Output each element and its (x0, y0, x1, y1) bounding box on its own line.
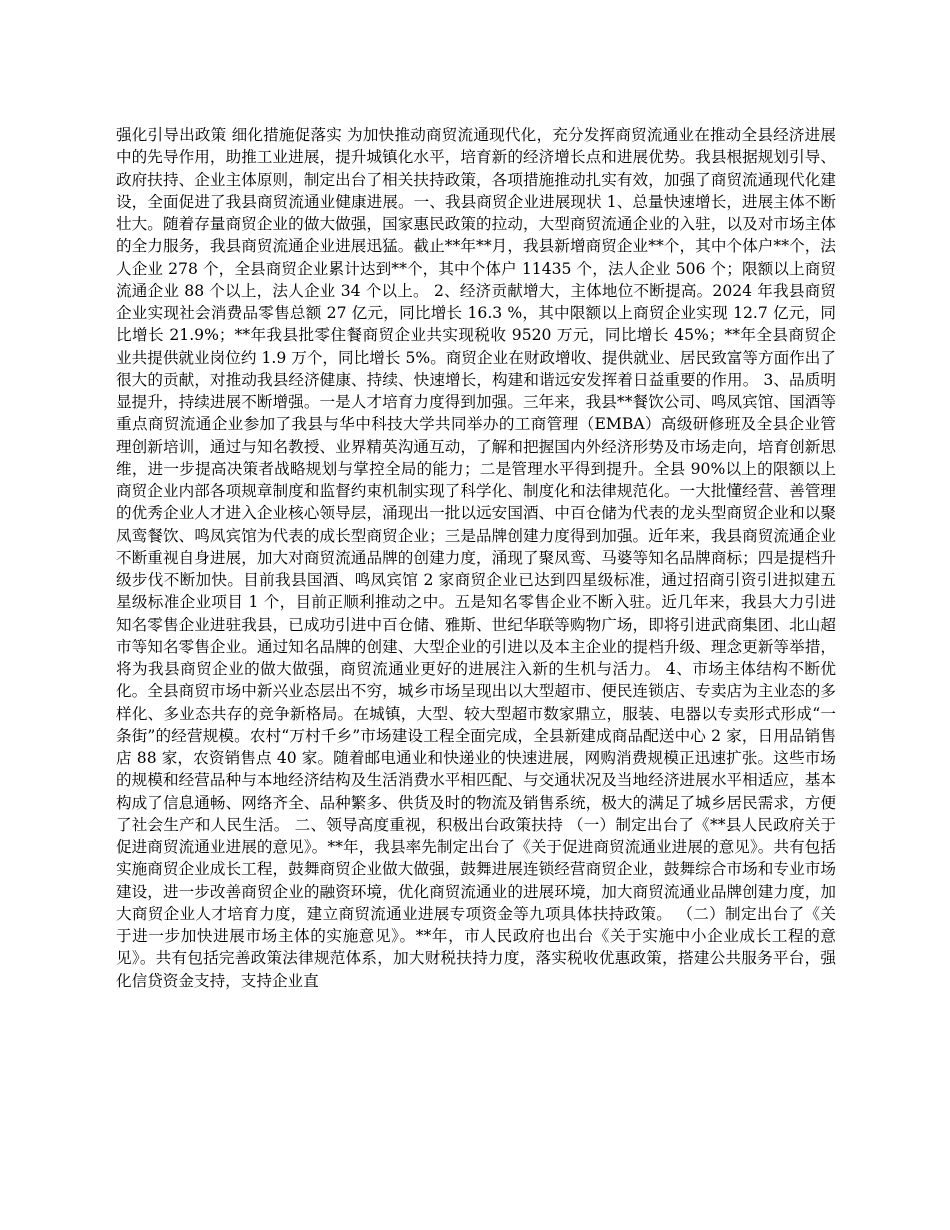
body-paragraph: 强化引导出政策 细化措施促落实 为加快推动商贸流通现代化，充分发挥商贸流通业在推动全县经济进展中的先导作用，助推工业进展，提升城镇化水平，培育新的经济增长点和进展优势。我县根据规划引导、政府扶持、企业主体原则，制定出台了相关扶持政策，各项措施推动扎实有效，加强了商贸流通现代化建设，全面促进了我县商贸流通业健康进展。一、我县商贸企业进展现状 1、总量快速增长，进展主体不断壮大。随着存量商贸企业的做大做强，国家惠民政策的拉动，大型商贸流通企业的入驻，以及对市场主体的全力服务，我县商贸流通企业进展迅猛。截止**年**月，我县新增商贸企业**个，其中个体户**个，法人企业 278 个，全县商贸企业累计达到**个，其中个体户 11435 个，法人企业 506 个；限额以上商贸流通企业 88 个以上，法人企业 34 个以上。 2、经济贡献增大，主体地位不断提高。2024 年我县商贸企业实现社会消费品零售总额 27 亿元，同比增长 16.3 %，其中限额以上商贸企业实现 12.7 亿元，同比增长 21.9%；**年我县批零住餐商贸企业共实现税收 9520 万元，同比增长 45%；**年全县商贸企业共提供就业岗位约 1.9 万个，同比增长 5%。商贸企业在财政增收、提供就业、居民致富等方面作出了很大的贡献，对推动我县经济健康、持续、快速增长，构建和谐远安发挥着日益重要的作用。 3、品质明显提升，持续进展不断增强。一是人才培育力度得到加强。三年来，我县**餐饮公司、鸣凤宾馆、国酒等重点商贸流通企业参加了我县与华中科技大学共同举办的工商管理（EMBA）高级研修班及全县企业管理创新培训，通过与知名教授、业界精英沟通互动，了解和把握国内外经济形势及市场走向，培育创新思维，进一步提高决策者战略规划与掌控全局的能力；二是管理水平得到提升。全县 90%以上的限额以上商贸企业内部各项规章制度和监督约束机制实现了科学化、制度化和法律规范化。一大批懂经营、善管理的优秀企业人才进入企业核心领导层，涌现出一批以远安国酒、中百仓储为代表的龙头型商贸企业和以聚凤鸾餐饮、鸣凤宾馆为代表的成长型商贸企业；三是品牌创建力度得到加强。近年来，我县商贸流通企业不断重视自身进展，加大对商贸流通品牌的创建力度，涌现了聚凤鸾、马婆等知名品牌商标；四是提档升级步伐不断加快。目前我县国酒、鸣凤宾馆 2 家商贸企业已达到四星级标准，通过招商引资引进拟建五星级标准企业项目 1 个，目前正顺利推动之中。五是知名零售企业不断入驻。近几年来，我县大力引进知名零售企业进驻我县，已成功引进中百仓储、雅斯、世纪华联等购物广场，即将引进武商集团、北山超市等知名零售企业。通过知名品牌的创建、大型企业的引进以及本主企业的提档升级、理念更新等举措，将为我县商贸企业的做大做强，商贸流通业更好的进展注入新的生机与活力。 4、市场主体结构不断优化。全县商贸市场中新兴业态层出不穷，城乡市场呈现出以大型超市、便民连锁店、专卖店为主业态的多样化、多业态共存的竞争新格局。在城镇，大型、较大型超市数家鼎立，服装、电器以专卖形式形成“一条街”的经营规模。农村“万村千乡”市场建设工程全面完成，全县新建成商品配送中心 2 家，日用品销售店 88 家，农资销售点 40 家。随着邮电通业和快递业的快速进展，网购消费规模正迅速扩张。这些市场的规模和经营品种与本地经济结构及生活消费水平相匹配、与交通状况及当地经济进展水平相适应，基本构成了信息通畅、网络齐全、品种繁多、供货及时的物流及销售系统，极大的满足了城乡居民需求，方便了社会生产和人民生活。 二、领导高度重视，积极出台政策扶持 （一）制定出台了《**县人民政府关于促进商贸流通业进展的意见》。**年，我县率先制定出台了《关于促进商贸流通业进展的意见》。共有包括实施商贸企业成长工程，鼓舞商贸企业做大做强，鼓舞进展连锁经营商贸企业，鼓舞综合市场和专业市场建设，进一步改善商贸企业的融资环境，优化商贸流通业的进展环境，加大商贸流通业品牌创建力度，加大商贸企业人才培育力度，建立商贸流通业进展专项资金等九项具体扶持政策。 （二）制定出台了《关于进一步加快进展市场主体的实施意见》。**年，市人民政府也出台《关于实施中小企业成长工程的意见》。共有包括完善政策法律规范体系，加大财税扶持力度，落实税收优惠政策，搭建公共服务平台，强化信贷资金支持，支持企业直 (116, 126, 836, 990)
